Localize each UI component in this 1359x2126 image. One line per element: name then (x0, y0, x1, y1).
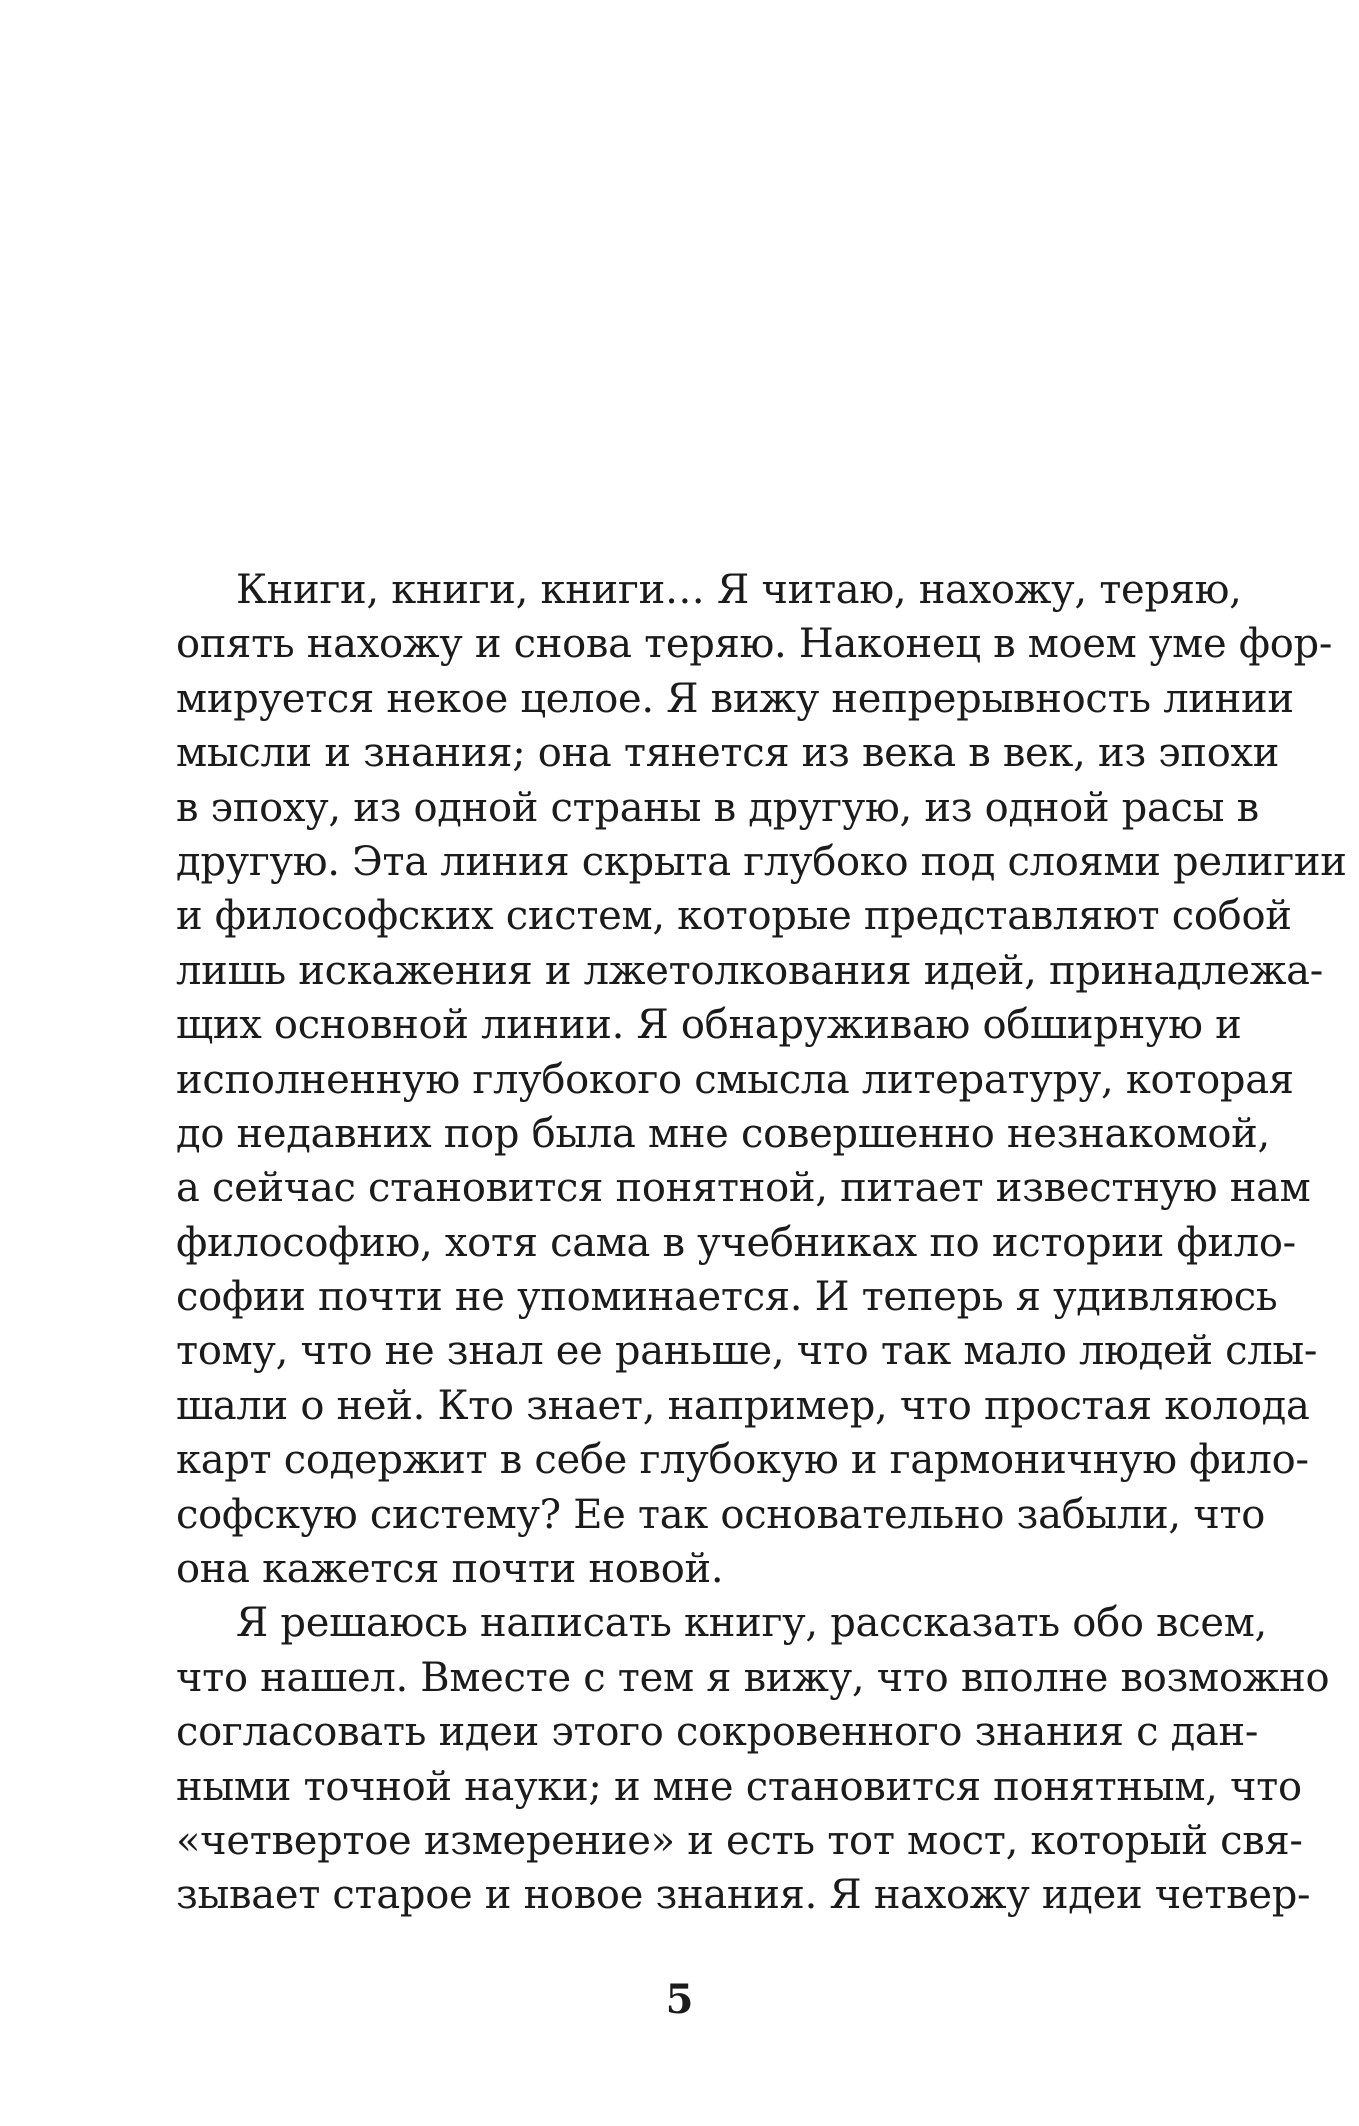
text-line: «четвертое измерение» и есть тот мост, который свя- (176, 1817, 1303, 1864)
text-line: опять нахожу и снова теряю. Наконец в моем уме фор- (176, 621, 1333, 668)
text-line: мируется некое целое. Я вижу непрерывность линии (176, 675, 1294, 722)
text-line: в эпоху, из одной страны в другую, из одной расы в (176, 784, 1259, 831)
text-line: тому, что не знал ее раньше, что так мало людей слы- (176, 1328, 1318, 1375)
text-line: шали о ней. Кто знает, например, что простая колода (176, 1382, 1310, 1429)
text-line: зывает старое и новое знания. Я нахожу идеи четвер- (176, 1872, 1311, 1919)
text-line: что нашел. Вместе с тем я вижу, что вполне возможно (176, 1654, 1330, 1701)
paragraph-1 (176, 563, 1347, 1596)
text-line: Книги, книги, книги… Я читаю, нахожу, теряю, (236, 567, 1242, 613)
text-line: другую. Эта линия скрыта глубоко под слоями религии (176, 838, 1347, 885)
text-line: она кажется почти новой. (176, 1546, 724, 1593)
body-text (176, 563, 1347, 1923)
text-line: щих основной линии. Я обнаруживаю обширную и (176, 1002, 1242, 1049)
text-line: исполненную глубокого смысла литературу, которая (176, 1056, 1294, 1103)
text-line: софии почти не упоминается. И теперь я удивляюсь (176, 1274, 1278, 1321)
text-line: философию, хотя сама в учебниках по истории фило- (176, 1219, 1296, 1266)
text-line: согласовать идеи этого сокровенного знания с дан- (176, 1709, 1259, 1756)
text-line: мысли и знания; она тянется из века в век, из эпохи (176, 730, 1280, 777)
text-line: и философских систем, которые представляют собой (176, 893, 1292, 940)
paragraph-2 (176, 1596, 1330, 1922)
page-number: 5 (665, 1976, 694, 2023)
text-line: Я решаюсь написать книгу, рассказать обо всем, (236, 1600, 1267, 1647)
text-line: до недавних пор была мне совершенно незнакомой, (176, 1110, 1270, 1157)
text-line: софскую систему? Ее так основательно забыли, что (176, 1491, 1265, 1538)
text-line: ными точной науки; и мне становится понятным, что (176, 1763, 1302, 1810)
text-line: лишь искажения и лжетолкования идей, принадлежа- (176, 947, 1323, 994)
text-line: карт содержит в себе глубокую и гармоничную фило- (176, 1437, 1309, 1484)
text-line: а сейчас становится понятной, питает известную нам (176, 1165, 1311, 1212)
